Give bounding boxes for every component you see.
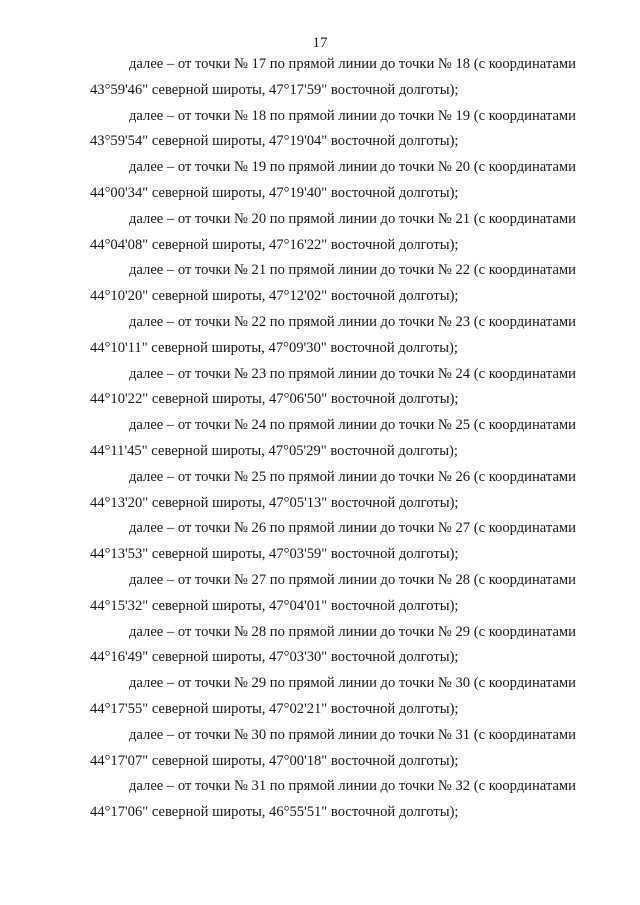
boundary-segment-paragraph xyxy=(90,723,595,775)
paragraph-line: далее – от точки № 26 по прямой линии до точки № 27 (с координатами xyxy=(129,520,576,537)
coordinates-line: 44°17'55" северной широты, 47°02'21" восточной долготы); xyxy=(90,700,459,717)
coordinates-line: 44°04'08" северной широты, 47°16'22" восточной долготы); xyxy=(90,236,459,253)
coordinates-line: 44°17'06" северной широты, 46°55'51" восточной долготы); xyxy=(90,804,459,821)
boundary-segment-paragraph xyxy=(90,155,595,207)
paragraph-line: далее – от точки № 22 по прямой линии до точки № 23 (с координатами xyxy=(129,313,576,330)
paragraph-line: далее – от точки № 30 по прямой линии до точки № 31 (с координатами xyxy=(129,726,576,743)
boundary-segment-paragraph xyxy=(90,516,595,568)
boundary-description xyxy=(90,52,595,826)
boundary-segment-paragraph xyxy=(90,413,595,465)
boundary-segment-paragraph xyxy=(90,52,595,104)
boundary-segment-paragraph xyxy=(90,620,595,672)
coordinates-line: 43°59'54" северной широты, 47°19'04" восточной долготы); xyxy=(90,133,459,150)
paragraph-line: далее – от точки № 19 по прямой линии до точки № 20 (с координатами xyxy=(129,159,576,176)
boundary-segment-paragraph xyxy=(90,207,595,259)
boundary-segment-paragraph xyxy=(90,258,595,310)
coordinates-line: 44°10'11" северной широты, 47°09'30" восточной долготы); xyxy=(90,339,458,356)
boundary-segment-paragraph xyxy=(90,671,595,723)
paragraph-line: далее – от точки № 25 по прямой линии до точки № 26 (с координатами xyxy=(129,468,576,485)
paragraph-line: далее – от точки № 28 по прямой линии до точки № 29 (с координатами xyxy=(129,623,576,640)
paragraph-line: далее – от точки № 21 по прямой линии до точки № 22 (с координатами xyxy=(129,262,576,279)
boundary-segment-paragraph xyxy=(90,465,595,517)
coordinates-line: 44°11'45" северной широты, 47°05'29" восточной долготы); xyxy=(90,442,458,459)
boundary-segment-paragraph xyxy=(90,104,595,156)
coordinates-line: 44°00'34" северной широты, 47°19'40" восточной долготы); xyxy=(90,184,459,201)
boundary-segment-paragraph xyxy=(90,362,595,414)
coordinates-line: 44°13'20" северной широты, 47°05'13" восточной долготы); xyxy=(90,494,459,511)
page-number: 17 xyxy=(312,35,328,51)
paragraph-line: далее – от точки № 23 по прямой линии до точки № 24 (с координатами xyxy=(129,365,576,382)
coordinates-line: 44°10'22" северной широты, 47°06'50" восточной долготы); xyxy=(90,391,459,408)
paragraph-line: далее – от точки № 18 по прямой линии до точки № 19 (с координатами xyxy=(129,107,576,124)
coordinates-line: 43°59'46" северной широты, 47°17'59" восточной долготы); xyxy=(90,81,459,98)
paragraph-line: далее – от точки № 31 по прямой линии до точки № 32 (с координатами xyxy=(129,778,576,795)
paragraph-line: далее – от точки № 27 по прямой линии до точки № 28 (с координатами xyxy=(129,571,576,588)
paragraph-line: далее – от точки № 24 по прямой линии до точки № 25 (с координатами xyxy=(129,417,576,434)
coordinates-line: 44°16'49" северной широты, 47°03'30" восточной долготы); xyxy=(90,649,459,666)
boundary-segment-paragraph xyxy=(90,568,595,620)
coordinates-line: 44°15'32" северной широты, 47°04'01" восточной долготы); xyxy=(90,597,459,614)
paragraph-line: далее – от точки № 29 по прямой линии до точки № 30 (с координатами xyxy=(129,675,576,692)
paragraph-line: далее – от точки № 17 по прямой линии до точки № 18 (с координатами xyxy=(129,56,576,72)
coordinates-line: 44°17'07" северной широты, 47°00'18" восточной долготы); xyxy=(90,752,459,769)
boundary-segment-paragraph xyxy=(90,774,595,826)
coordinates-line: 44°10'20" северной широты, 47°12'02" восточной долготы); xyxy=(90,288,459,305)
paragraph-line: далее – от точки № 20 по прямой линии до точки № 21 (с координатами xyxy=(129,210,576,227)
boundary-segment-paragraph xyxy=(90,310,595,362)
coordinates-line: 44°13'53" северной широты, 47°03'59" восточной долготы); xyxy=(90,546,459,563)
